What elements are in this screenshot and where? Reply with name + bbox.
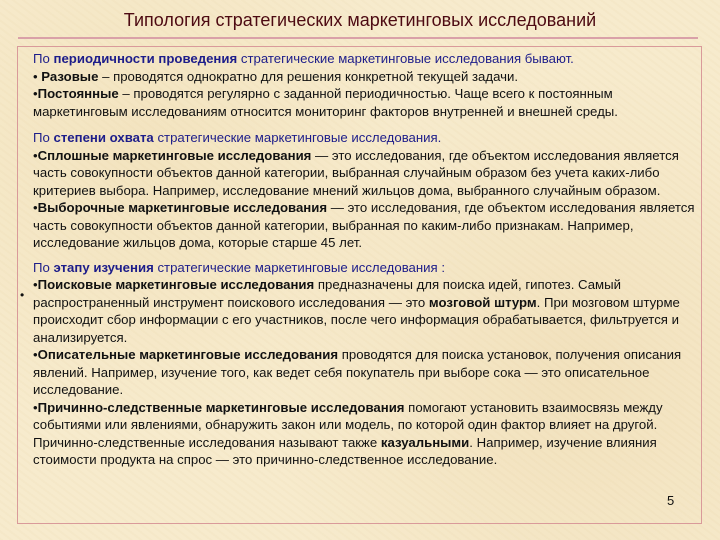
- item-term-secondary: казуальными: [380, 434, 470, 450]
- section-stage: [33, 259, 703, 469]
- intro-suffix: стратегические маркетинговые исследования :: [153, 259, 445, 275]
- section-intro: [33, 50, 703, 68]
- list-item: [33, 68, 703, 86]
- intro-suffix: стратегические маркетинговые исследования бывают.: [237, 51, 574, 66]
- item-term: Поисковые маркетинговые исследования: [37, 277, 315, 292]
- section-periodicity: [33, 50, 703, 120]
- intro-prefix: По: [33, 130, 54, 145]
- list-item: [33, 199, 703, 252]
- intro-prefix: По: [33, 51, 54, 66]
- list-item: [33, 85, 703, 120]
- bullet: •: [33, 277, 38, 292]
- item-text: проводятся для поиска установок, получения описания явлений. Например, изучение того, как ведет себя покупатель при выборе сока — это описательное исследование.: [33, 347, 682, 397]
- item-term: Разовые: [41, 68, 99, 84]
- slide-title: Типология стратегических маркетинговых исследований: [123, 10, 597, 30]
- bullet: •: [33, 86, 38, 101]
- side-bullet-marker: •: [20, 288, 25, 302]
- item-text: — это исследования, где объектом исследования является часть совокупности объектов данной категории, выбранная случайным образом без учета каких-либо критериев выбора. Например, исследование мнений жильцов дома, выбранного случайным образом.: [33, 147, 679, 198]
- item-text-tail: . Например, изучение влияния стоимости продукта на спрос — это причинно-следственное исследование.: [33, 434, 657, 467]
- section-intro: [33, 129, 703, 147]
- item-text: – проводятся однократно для решения конкретной текущей задачи.: [98, 68, 519, 84]
- bullet: •: [33, 68, 38, 84]
- item-term: Постоянные: [37, 86, 119, 101]
- item-text: — это исследования, где объектом исследования является часть совокупности объектов данной категории, выбранная по каким-либо признакам. Например, исследование жильцов дома, которые старше 45 лет.: [33, 200, 695, 250]
- item-text: предназначены для поиска идей, гипотез. Самый распространенный инструмент поискового исследования — это: [33, 277, 621, 310]
- item-term: Выборочные маркетинговые исследования: [37, 200, 328, 215]
- title-divider: [18, 37, 698, 39]
- list-item: [33, 276, 703, 346]
- bullet: •: [33, 200, 38, 215]
- item-text: – проводятся регулярно с заданной периодичностью. Чаще всего к постоянным маркетинговым исследованиям относится мониторинг факторов внутренней и внешней среды.: [33, 86, 618, 119]
- list-item: [33, 346, 703, 399]
- bullet: •: [33, 347, 38, 362]
- intro-suffix: стратегические маркетинговые исследования.: [153, 130, 442, 145]
- section-intro: [33, 259, 703, 277]
- intro-key: степени охвата: [53, 130, 154, 145]
- section-coverage: [33, 129, 703, 252]
- intro-key: периодичности проведения: [53, 51, 238, 66]
- item-text-tail: . При мозговом штурме происходит сбор информации с его участников, после чего информация обрабатывается, фильтруется и анализируется.: [33, 294, 680, 345]
- item-text: помогают установить взаимосвязь между событиями или явлениями, обнаружить закон или модель, по которой один фактор влияет на другой. Причинно-следственные исследования называют также: [33, 399, 663, 450]
- list-item: [33, 399, 703, 469]
- item-term: Причинно-следственные маркетинговые исследования: [37, 399, 405, 415]
- item-term: Описательные маркетинговые исследования: [37, 347, 339, 362]
- intro-key: этапу изучения: [53, 259, 154, 275]
- bullet: •: [33, 147, 38, 163]
- intro-prefix: По: [33, 259, 54, 275]
- list-item: [33, 147, 703, 200]
- page-number: 5: [667, 493, 675, 508]
- item-term: Сплошные маркетинговые исследования: [37, 147, 312, 163]
- item-term-secondary: мозговой штурм: [428, 294, 537, 310]
- bullet: •: [33, 399, 38, 415]
- content-body: [33, 50, 703, 469]
